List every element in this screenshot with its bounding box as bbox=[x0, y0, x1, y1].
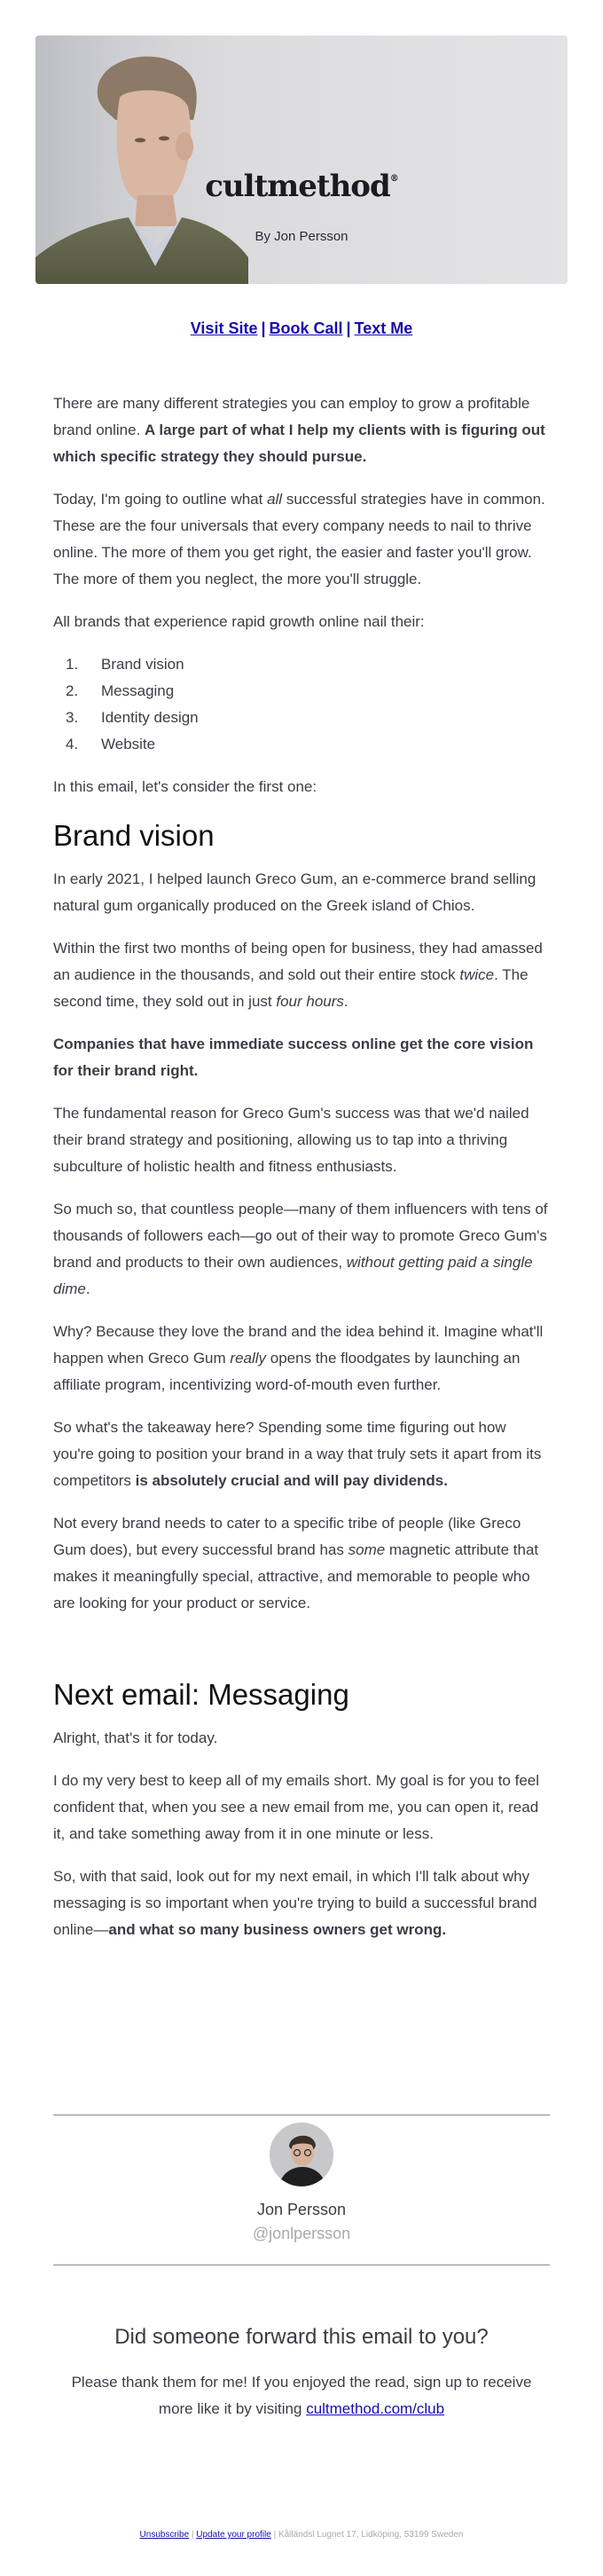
text-me-link[interactable]: Text Me bbox=[354, 319, 413, 337]
brand-logo: cultmethod® bbox=[205, 169, 398, 204]
paragraph: The fundamental reason for Greco Gum's success was that we'd nailed their brand strategy and positioning, allowing us to tap into a thriving subculture of holistic health and fitness enthusiasts. bbox=[53, 1105, 529, 1175]
paragraph: In this email, let's consider the first one: bbox=[53, 778, 317, 795]
section-heading: Brand vision bbox=[53, 819, 215, 852]
paragraph: Why? Because they love the brand and the idea behind it. Imagine what'll happen when Greco Gum really opens the floodgates by launching an affiliate program, incentivizing word-of-mouth even further. bbox=[53, 1323, 544, 1393]
paragraph: All brands that experience rapid growth online nail their: bbox=[53, 613, 425, 630]
hero-banner bbox=[35, 35, 568, 284]
unsubscribe-link[interactable]: Unsubscribe bbox=[139, 2530, 190, 2540]
link-separator: | bbox=[346, 319, 351, 337]
email-body bbox=[53, 390, 550, 1959]
author-photo bbox=[35, 35, 248, 284]
paragraph: So much so, that countless people—many of them influencers with tens of thousands of followers each—go out of their way to promote Greco Gum's brand and products to their own audiences, without getting paid a single dime. bbox=[53, 1201, 548, 1297]
paragraph: So, with that said, look out for my next email, in which I'll talk about why messaging is so important when you're trying to build a successful brand online—and what so many business owners get wrong. bbox=[53, 1868, 537, 1938]
section-heading: Next email: Messaging bbox=[53, 1678, 349, 1711]
paragraph: So what's the takeaway here? Spending some time figuring out how you're going to position your brand in a way that truly sets it apart from its competitors is absolutely crucial and will pay dividends. bbox=[53, 1419, 542, 1489]
signature-name: Jon Persson bbox=[256, 2201, 347, 2218]
footer-address: Kålländsl Lugnet 17, Lidköping, 53199 Sweden bbox=[278, 2530, 464, 2540]
signature-block bbox=[53, 2115, 550, 2265]
signature-handle: @jonlpersson bbox=[252, 2225, 351, 2242]
paragraph: In early 2021, I helped launch Greco Gum, an e-commerce brand selling natural gum organically produced on the Greek island of Chios. bbox=[53, 870, 536, 914]
paragraph: Companies that have immediate success online get the core vision for their brand right. bbox=[53, 1036, 534, 1079]
avatar bbox=[270, 2123, 333, 2186]
spacer bbox=[53, 1633, 550, 1666]
footer: Unsubscribe | Update your profile | Kålländsl Lugnet 17, Lidköping, 53199 Sweden bbox=[139, 2530, 464, 2540]
paragraph: Alright, that's it for today. bbox=[53, 1729, 218, 1746]
list-item: 1. Brand vision bbox=[66, 656, 184, 673]
visit-site-link[interactable]: Visit Site bbox=[190, 319, 258, 337]
book-call-link[interactable]: Book Call bbox=[269, 319, 343, 337]
byline: By Jon Persson bbox=[255, 229, 348, 244]
paragraph: There are many different strategies you can employ to grow a profitable brand online. A large part of what I help my clients with is figuring out which specific strategy they should pursue. bbox=[53, 395, 545, 465]
paragraph: I do my very best to keep all of my emails short. My goal is for you to feel confident that, when you see a new email from me, you can open it, read it, and take something away from it in one minute or less. bbox=[53, 1772, 540, 1842]
universals-list bbox=[53, 651, 550, 758]
link-separator: | bbox=[261, 319, 266, 337]
forward-block bbox=[53, 2325, 550, 2422]
forward-text: Please thank them for me! If you enjoyed the read, sign up to receive more like it by visiting cultmethod.com/club bbox=[71, 2374, 532, 2417]
club-link[interactable]: cultmethod.com/club bbox=[306, 2400, 445, 2417]
paragraph: Within the first two months of being open for business, they had amassed an audience in the thousands, and sold out their entire stock twice. The second time, they sold out in just four hours. bbox=[53, 940, 543, 1010]
list-item: 2. Messaging bbox=[66, 682, 175, 699]
forward-heading: Did someone forward this email to you? bbox=[114, 2325, 489, 2349]
list-item: 3. Identity design bbox=[66, 709, 199, 726]
list-item: 4. Website bbox=[66, 736, 156, 752]
paragraph: Not every brand needs to cater to a specific tribe of people (like Greco Gum does), but every successful brand has some magnetic attribute that makes it meaningfully special, attractive, and memorable to people who are looking for your product or service. bbox=[53, 1515, 539, 1611]
update-profile-link[interactable]: Update your profile bbox=[196, 2530, 271, 2540]
top-links bbox=[0, 319, 603, 338]
paragraph: Today, I'm going to outline what all successful strategies have in common. These are the four universals that every company needs to nail to thrive online. The more of them you get right, the easier and faster you'll grow. The more of them you neglect, the more you'll struggle. bbox=[53, 491, 545, 587]
